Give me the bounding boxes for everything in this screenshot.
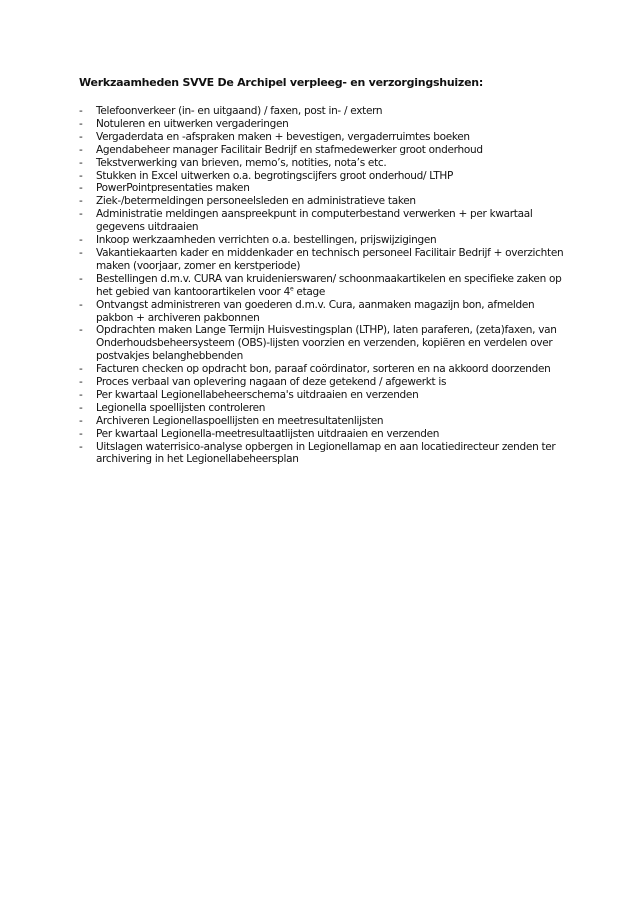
list-item bbox=[79, 247, 569, 273]
list-item-text: Telefoonverkeer (in- en uitgaand) / faxen, post in- / extern bbox=[96, 105, 383, 117]
list-item bbox=[79, 170, 569, 183]
list-item bbox=[79, 428, 569, 441]
bullet-dash: - bbox=[79, 376, 83, 389]
list-item bbox=[79, 208, 569, 234]
list-item-text: Per kwartaal Legionella-meetresultaatlijsten uitdraaien en verzenden bbox=[96, 427, 440, 440]
bullet-dash: - bbox=[79, 298, 83, 311]
bullet-dash: - bbox=[79, 401, 83, 414]
list-item-text: Per kwartaal Legionellabeheerschema's uitdraaien en verzenden bbox=[96, 388, 419, 401]
bullet-dash: - bbox=[79, 272, 83, 285]
bullet-dash: - bbox=[79, 117, 83, 130]
list-item-text: Facturen checken op opdracht bon, paraaf coördinator, sorteren en na akkoord doorzenden bbox=[96, 363, 551, 376]
bullet-dash: - bbox=[79, 246, 83, 259]
bullet-dash: - bbox=[79, 105, 83, 117]
bullet-dash: - bbox=[79, 169, 83, 182]
bullet-dash: - bbox=[79, 182, 83, 195]
list-item-text: Uitslagen waterrisico-analyse opbergen in Legionellamap en aan locatiedirecteur zenden ter archivering in het Legionellabeheersplan bbox=[96, 440, 556, 466]
list-item-text: PowerPointpresentaties maken bbox=[96, 182, 250, 195]
bullet-dash: - bbox=[79, 195, 83, 208]
list-item bbox=[79, 273, 569, 299]
list-item-text: Stukken in Excel uitwerken o.a. begrotingscijfers groot onderhoud/ LTHP bbox=[96, 169, 454, 182]
bullet-dash: - bbox=[79, 324, 83, 337]
bullet-dash: - bbox=[79, 363, 83, 376]
list-item-text-suffix: etage bbox=[293, 285, 326, 298]
list-item-text: Administratie meldingen aanspreekpunt in computerbestand verwerken + per kwartaal gegevens uitdraaien bbox=[96, 208, 533, 234]
list-item bbox=[79, 105, 569, 118]
list-item-text: Inkoop werkzaamheden verrichten o.a. bestellingen, prijswijzigingen bbox=[96, 234, 437, 247]
list-item-text: Archiveren Legionellaspoellijsten en meetresultatenlijsten bbox=[96, 414, 384, 427]
list-item bbox=[79, 299, 569, 325]
list-item bbox=[79, 363, 569, 376]
list-item bbox=[79, 376, 569, 389]
list-item-text: Vakantiekaarten kader en middenkader en technisch personeel Facilitair Bedrijf + overzichten maken (voorjaar, zomer en kerstperiode) bbox=[96, 246, 564, 272]
list-item bbox=[79, 118, 569, 131]
bullet-dash: - bbox=[79, 414, 83, 427]
list-item bbox=[79, 441, 569, 467]
floor-superscript: e bbox=[289, 285, 294, 293]
bullet-dash: - bbox=[79, 130, 83, 143]
list-item bbox=[79, 402, 569, 415]
list-item-text: Opdrachten maken Lange Termijn Huisvestingsplan (LTHP), laten paraferen, (zeta)faxen, van Onderhoudsbeheersysteem (OBS)-lijsten voorzien en verzenden, kopiëren en verdelen over postvakjes belanghebbenden bbox=[96, 324, 557, 363]
bullet-dash: - bbox=[79, 440, 83, 453]
bullet-dash: - bbox=[79, 143, 83, 156]
list-item-text: Ontvangst administreren van goederen d.m.v. Cura, aanmaken magazijn bon, afmelden pakbon + archiveren pakbonnen bbox=[96, 298, 535, 324]
document-content bbox=[79, 76, 569, 466]
bullet-dash: - bbox=[79, 156, 83, 169]
list-item-text: Legionella spoellijsten controleren bbox=[96, 401, 266, 414]
list-item-text-main: Bestellingen d.m.v. CURA van kruidenierswaren/ schoonmaakartikelen en specifieke zaken op het gebied van kantoorartikelen voor 4 bbox=[96, 272, 562, 298]
list-item bbox=[79, 195, 569, 208]
list-item bbox=[79, 182, 569, 195]
list-item-text: Proces verbaal van oplevering nagaan of deze getekend / afgewerkt is bbox=[96, 376, 447, 389]
list-item-text: Agendabeheer manager Facilitair Bedrijf en stafmedewerker groot onderhoud bbox=[96, 143, 483, 156]
list-item bbox=[79, 131, 569, 144]
list-item-text bbox=[96, 273, 569, 299]
list-item bbox=[79, 389, 569, 402]
bullet-dash: - bbox=[79, 388, 83, 401]
bullet-dash: - bbox=[79, 208, 83, 221]
list-item bbox=[79, 234, 569, 247]
list-item-text: Tekstverwerking van brieven, memo’s, notities, nota’s etc. bbox=[96, 156, 387, 169]
list-item bbox=[79, 144, 569, 157]
bullet-dash: - bbox=[79, 427, 83, 440]
list-item bbox=[79, 324, 569, 363]
document-title: Werkzaamheden SVVE De Archipel verpleeg- en verzorgingshuizen: bbox=[79, 76, 484, 89]
bullet-dash: - bbox=[79, 234, 83, 247]
list-item-text: Notuleren en uitwerken vergaderingen bbox=[96, 117, 289, 130]
list-item-text: Vergaderdata en -afspraken maken + bevestigen, vergaderruimtes boeken bbox=[96, 130, 470, 143]
task-list bbox=[79, 105, 569, 466]
list-item-text: Ziek-/betermeldingen personeelsleden en administratieve taken bbox=[96, 195, 416, 208]
list-item bbox=[79, 415, 569, 428]
list-item bbox=[79, 157, 569, 170]
